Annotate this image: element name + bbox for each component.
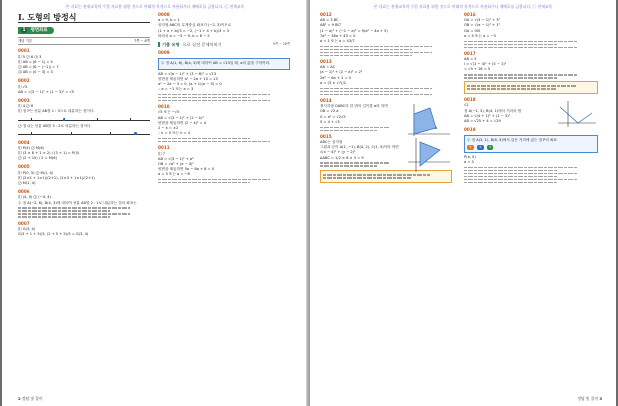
answer-line: AB = 5 [464, 57, 477, 62]
problem-0009 [158, 50, 290, 101]
problem-0001 [18, 48, 150, 75]
problem-0016 [464, 12, 598, 48]
page-number: 2 [18, 396, 21, 401]
problem-0004 [18, 140, 150, 162]
problem-statement-box [158, 58, 290, 69]
problem-number: 0011 [158, 145, 170, 151]
section-badge [18, 27, 54, 34]
concept-subhead [18, 37, 150, 45]
answer-line: √5 또는 −√5 [158, 110, 180, 115]
page-label: 정답 및 풀이 [21, 396, 43, 401]
solution-line: S = 4 + √5 [320, 119, 340, 124]
solution-line: a = 5 또는 a = −3 [464, 33, 496, 38]
left-page [2, 0, 308, 406]
answer-line: ⑴ (4, 0) ⑵ (−4, 4) [18, 195, 51, 200]
solution-line: a² − 2a − 3 = 0, (a + 1)(a − 3) = 0 [158, 81, 222, 86]
problem-number: 0001 [18, 48, 30, 54]
solution-line: AB = √(3 − 1)² + (2 − k)² [158, 115, 204, 120]
problem-number: 0009 [158, 50, 170, 56]
right-column-2 [464, 12, 598, 186]
solution-line: OB = √a² + (a − 4)² [158, 161, 194, 166]
solution-line: OB = √2 a [320, 109, 339, 114]
problem-number: 0015 [320, 133, 332, 139]
solution-line: a = 3 [464, 159, 474, 164]
solution-line: ⑴ AB = |6 − 1| = 5 [18, 59, 53, 64]
solution-line: (a − 1)² + (2 − a)² = 2² [320, 70, 363, 75]
answer-line: ⑴ G(3, 4) [18, 226, 36, 231]
solution-line: l = √(1 − 4)² + (5 − 1)² [464, 62, 507, 67]
solution-line: ⑵ (2 + 10) / 2 = M(6) [18, 156, 57, 161]
problem-0012 [320, 12, 452, 56]
solution-line: ΔABC = 1/2 × 6 × 3 = 9 [320, 155, 364, 160]
answer-line: ⑴ P(4) ⑵ M(6) [18, 145, 45, 150]
solution-line: ⑴ (3 × 8 + 1 × 2) / (3 + 1) = P(5) [18, 151, 80, 156]
page-label: 정답 및 풀이 [577, 396, 599, 401]
solution-line: 양변을 제곱하면 (2 − k)² = 4 [158, 120, 207, 125]
problem-number: 0005 [18, 164, 30, 170]
section-number: 1 [22, 28, 26, 33]
chapter-title: I. 도형의 방정식 [18, 12, 150, 23]
solution-line: a = 3 또는 a = −8 [158, 172, 190, 177]
solution-line: ⑴ 점 P는 선분 AB를 1 : 3으로 내분하는 점이다. [18, 109, 95, 114]
problem-0015 [320, 134, 452, 167]
answer-line: √2 [464, 103, 469, 108]
solution-line: ⑵ 점 Q는 선분 AB를 3 : 2로 외분하는 점이다. [18, 123, 92, 128]
problem-0011 [158, 145, 290, 183]
problem-number: 0018 [464, 97, 476, 103]
type-label: 기출 유형 [162, 41, 180, 47]
problem-number: 0010 [158, 104, 170, 110]
solution-line: ∴ a = −1 또는 a = 3 [158, 87, 194, 92]
solution-line: 그림과 같이 A(1, −1), B(4, 2), C(1, 5)이라 하면 [320, 145, 399, 150]
choice-tag: ② [478, 144, 482, 149]
answer-line: ABC는 삼각형 [320, 140, 343, 145]
subhead-left: 개념 기본 [18, 38, 33, 43]
triangle-coordinate-diagram [406, 136, 452, 174]
right-page [310, 0, 616, 406]
solution-line: a = 1 또는 a = 43/7 [320, 38, 355, 43]
problem-0014 [320, 98, 452, 131]
answer-line: ⑴ √5 [18, 84, 28, 89]
answer-line: ⑴ 7 [158, 151, 166, 156]
solution-line: 삼각형 ABC의 무게중심 좌표가 (−2, 3)이므로 [158, 23, 232, 28]
solution-line: 2a² − 6a + 1 = 0 [320, 75, 351, 80]
problem-0006 [18, 189, 150, 218]
problem-statement: 두 점 A(3, 1), B(6, 5)에서 같은 거리에 있는 점 P의 좌표 [467, 138, 557, 143]
problem-0017 [464, 51, 598, 94]
answer-line: ⑴ 5 ⑵ 6 ⑶ 3 [18, 54, 42, 59]
solution-line: 양변을 제곱하면 a² − 2a + 10 = 13 [158, 76, 218, 81]
answer-line: AB = AC [320, 65, 336, 70]
problem-number: 0004 [18, 139, 30, 145]
problem-0013 [320, 59, 452, 95]
solution-line: a = (3 ± √7)/2 [320, 80, 346, 85]
square-coordinate-diagram [406, 102, 452, 138]
header-note: 본 자료는 천재교육의 수업 자료용 위한 것으로 이외의 목적으로 사용하거나 재배포를 금합니다. ⓒ 천재교육 [373, 4, 553, 9]
subhead-right: 7쪽 ~ 8쪽 [134, 38, 150, 43]
problem-0007 [18, 221, 150, 238]
answer-line: ⑴ 4 ⑵ 6 [18, 104, 34, 109]
left-footer [18, 396, 43, 402]
tip-box [464, 81, 598, 95]
solution-line: G(3 + 1 + 5)/3, (2 + 5 + 5)/3 = G(3, 4) [18, 232, 89, 237]
page-number: 3 [599, 396, 602, 401]
problem-statement-box [464, 135, 598, 152]
number-line-diagram [18, 130, 150, 137]
problem-number: 0008 [158, 12, 170, 17]
header-note: 본 자료는 천재교육의 수업 자료용 위한 것으로 이외의 목적으로 사용하거나 재배포를 금합니다. ⓒ 천재교육 [65, 4, 245, 9]
answer-line: AB = 3 BC [320, 18, 339, 23]
solution-line: AB = √(3 − 1)² + a² [158, 156, 194, 161]
solution-line: ⑶ AB = |0 − 3| = 3 [18, 70, 53, 75]
problem-number: 0003 [18, 97, 30, 103]
left-column-1 [18, 12, 150, 240]
solution-line: AB = √(3 − 1)² + (1 − 3)² = √5 [18, 89, 74, 94]
solution-line: 정사각형 OABC의 한 변의 길이를 a라 하면 [320, 104, 388, 109]
solution-line: AB² = 9 BC² [320, 23, 342, 28]
solution-line: 두 점 A(−2, 6), B(4, 3)에 대하여 선분 AB를 2 : 1로 내분하는 점의 좌표는 [18, 200, 137, 205]
solution-line: (1 + a + b)/3 = −2, (−1 + 4 + b)/3 = 3 [158, 28, 229, 33]
choice-tag: ③ [488, 144, 492, 149]
solution-line: = √9 + 16 = 5 [464, 67, 491, 72]
right-column-1 [320, 12, 452, 185]
solution-line: OA = √(4 − 1)² + 3² [464, 18, 500, 23]
solution-line: 점 A(−1, 3), B(4, 1)에서 거리의 합 [464, 108, 522, 113]
problem-number: 0012 [320, 12, 332, 17]
solution-line: 7a² − 36a + 43 = 0 [320, 33, 356, 38]
problem-0005 [18, 164, 150, 186]
problem-statement: 두 점 A(1, 6), B(a, 3)에 대하여 AB = √13일 때, a의 값을 구하여라. [161, 61, 271, 66]
solution-line: 양변을 제곱하면 5a − 8a + 8 = 0 [158, 167, 215, 172]
problem-0002 [18, 78, 150, 95]
solution-line: OB = √(a − 1)² + 1² [464, 23, 500, 28]
distance-diagram [556, 99, 598, 129]
type-pages: 9쪽 ~ 28쪽 [273, 41, 290, 46]
problem-0008 [158, 12, 290, 39]
solution-line: ⑴ (2×5 + 1×1)/(2+1), (2×3 + 1×1)/(2+1) [18, 175, 95, 180]
number-line-diagram [18, 116, 150, 123]
solution-line: ⑵ AB = |6 − (−1)| = 7 [18, 64, 59, 69]
problem-0003 [18, 98, 150, 137]
solution-line: AB = √(a − 1)² + (3 − 6)² = √13 [158, 71, 217, 76]
solution-line: ∴ k = 0 또는 k = 4 [158, 131, 190, 136]
problem-0018 [464, 97, 598, 124]
problem-number: 0016 [464, 12, 476, 17]
solution-line: S = a² = √2√5 [320, 114, 346, 119]
solution-line: √(x − 4)² + (y − 2)² [320, 150, 356, 155]
problem-number: 0019 [464, 127, 476, 133]
solution-line: 2 − k = ±2 [158, 126, 179, 131]
right-footer [577, 396, 602, 402]
solution-line: OA = OB [464, 28, 480, 33]
problem-number: 0017 [464, 50, 476, 56]
section-title: 평면좌표 [30, 28, 48, 33]
solution-line: 따라서 a = −5 − 9, b = 8 − 5 [158, 33, 210, 38]
problem-0010 [158, 104, 290, 142]
problem-number: 0013 [320, 59, 332, 65]
problem-number: 0014 [320, 97, 332, 103]
problem-0019 [464, 127, 598, 183]
solution-line: (1 − a)² + (−1 − a)² = 9(a² − 4a + 5) [320, 28, 388, 33]
solution-line: ⑵ M(1, 4) [18, 181, 36, 186]
solution-line: AB = √25 + 4 = √29 [464, 118, 501, 123]
solution-line: P(a, 0) [464, 154, 476, 159]
solution-line: AB = √(4 + 1)² + (1 − 3)² [464, 113, 511, 118]
problem-number: 0002 [18, 78, 30, 84]
answer-line: ⑴ P(0, 5) ⑵ M(1, 4) [18, 170, 54, 175]
choice-tag: ① [469, 144, 472, 149]
problem-number: 0006 [18, 189, 30, 195]
left-column-2 [158, 12, 290, 186]
answer-line: a = 9, b = 1 [158, 18, 180, 23]
problem-number: 0007 [18, 220, 30, 226]
type-section-header [158, 42, 290, 47]
type-title: 으로 실전 문제익히기 [182, 41, 222, 47]
